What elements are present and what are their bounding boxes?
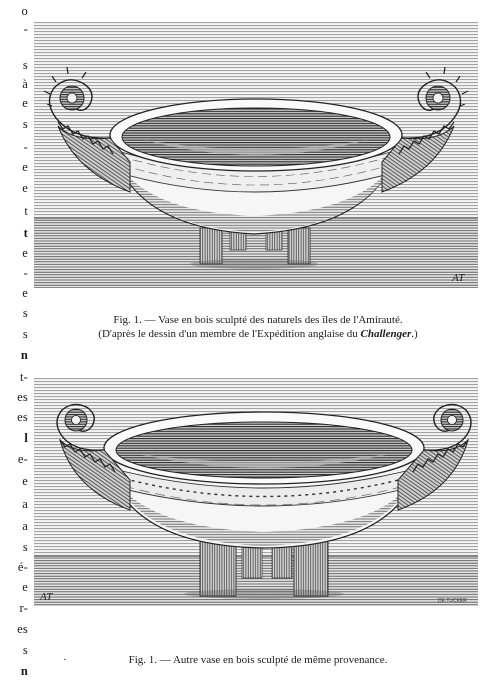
margin-fragment: s — [22, 306, 28, 320]
margin-fragment: t- — [19, 370, 28, 384]
margin-fragment: - — [23, 22, 28, 36]
margin-fragment: s — [22, 327, 28, 341]
vase-1-signature: AT — [452, 272, 465, 284]
margin-fragment: t — [24, 204, 28, 218]
vase-2-signature: AT — [40, 591, 53, 603]
margin-fragment: s — [22, 643, 28, 657]
vase-1-illustration — [34, 22, 478, 288]
margin-fragment: e — [22, 160, 28, 174]
margin-fragment: es — [17, 390, 28, 404]
margin-fragment: a — [22, 497, 28, 511]
margin-fragment: s — [22, 540, 28, 554]
margin-fragment: es — [17, 410, 28, 424]
margin-fragment: - — [23, 140, 28, 154]
margin-fragment: e- — [17, 452, 28, 466]
caption-text: (D'après le dessin d'un membre de l'Expédition anglaise du — [98, 328, 361, 340]
margin-fragment: n — [20, 348, 28, 362]
figure-1-caption-line-2 — [36, 327, 480, 341]
margin-fragment: t — [23, 226, 28, 240]
vase-2-engraver: DE.TUCKER — [438, 598, 467, 604]
margin-fragment: l — [24, 431, 28, 445]
caption-bullet: · — [63, 654, 67, 666]
figure-1-caption-line-1: Fig. 1. — Vase en bois sculpté des naturels des îles de l'Amirauté. — [113, 314, 403, 326]
margin-fragment: e — [22, 181, 28, 195]
margin-fragment: s — [22, 117, 28, 131]
figure-2-caption: Fig. 1. — Autre vase en bois sculpté de même provenance. — [128, 654, 388, 666]
margin-fragment: à — [22, 77, 28, 91]
caption-emphasis: Challenger — [360, 328, 412, 340]
engraving-vase-2 — [34, 378, 478, 606]
margin-fragment: e — [22, 246, 28, 260]
margin-fragment: r- — [19, 601, 28, 615]
margin-fragment: e — [22, 474, 28, 488]
margin-text-column — [0, 0, 28, 686]
margin-fragment: e — [22, 286, 28, 300]
margin-fragment: e — [22, 580, 28, 594]
margin-fragment: s — [22, 58, 28, 72]
margin-fragment: é- — [17, 560, 28, 574]
margin-fragment: - — [23, 266, 28, 280]
vase-2-illustration — [34, 378, 478, 606]
margin-fragment: o — [21, 4, 28, 18]
margin-fragment: n — [20, 664, 28, 678]
engraving-vase-1 — [34, 22, 478, 288]
caption-text: .) — [411, 328, 418, 340]
margin-fragment: e — [22, 96, 28, 110]
margin-fragment: a — [22, 519, 28, 533]
margin-fragment: es — [17, 622, 28, 636]
